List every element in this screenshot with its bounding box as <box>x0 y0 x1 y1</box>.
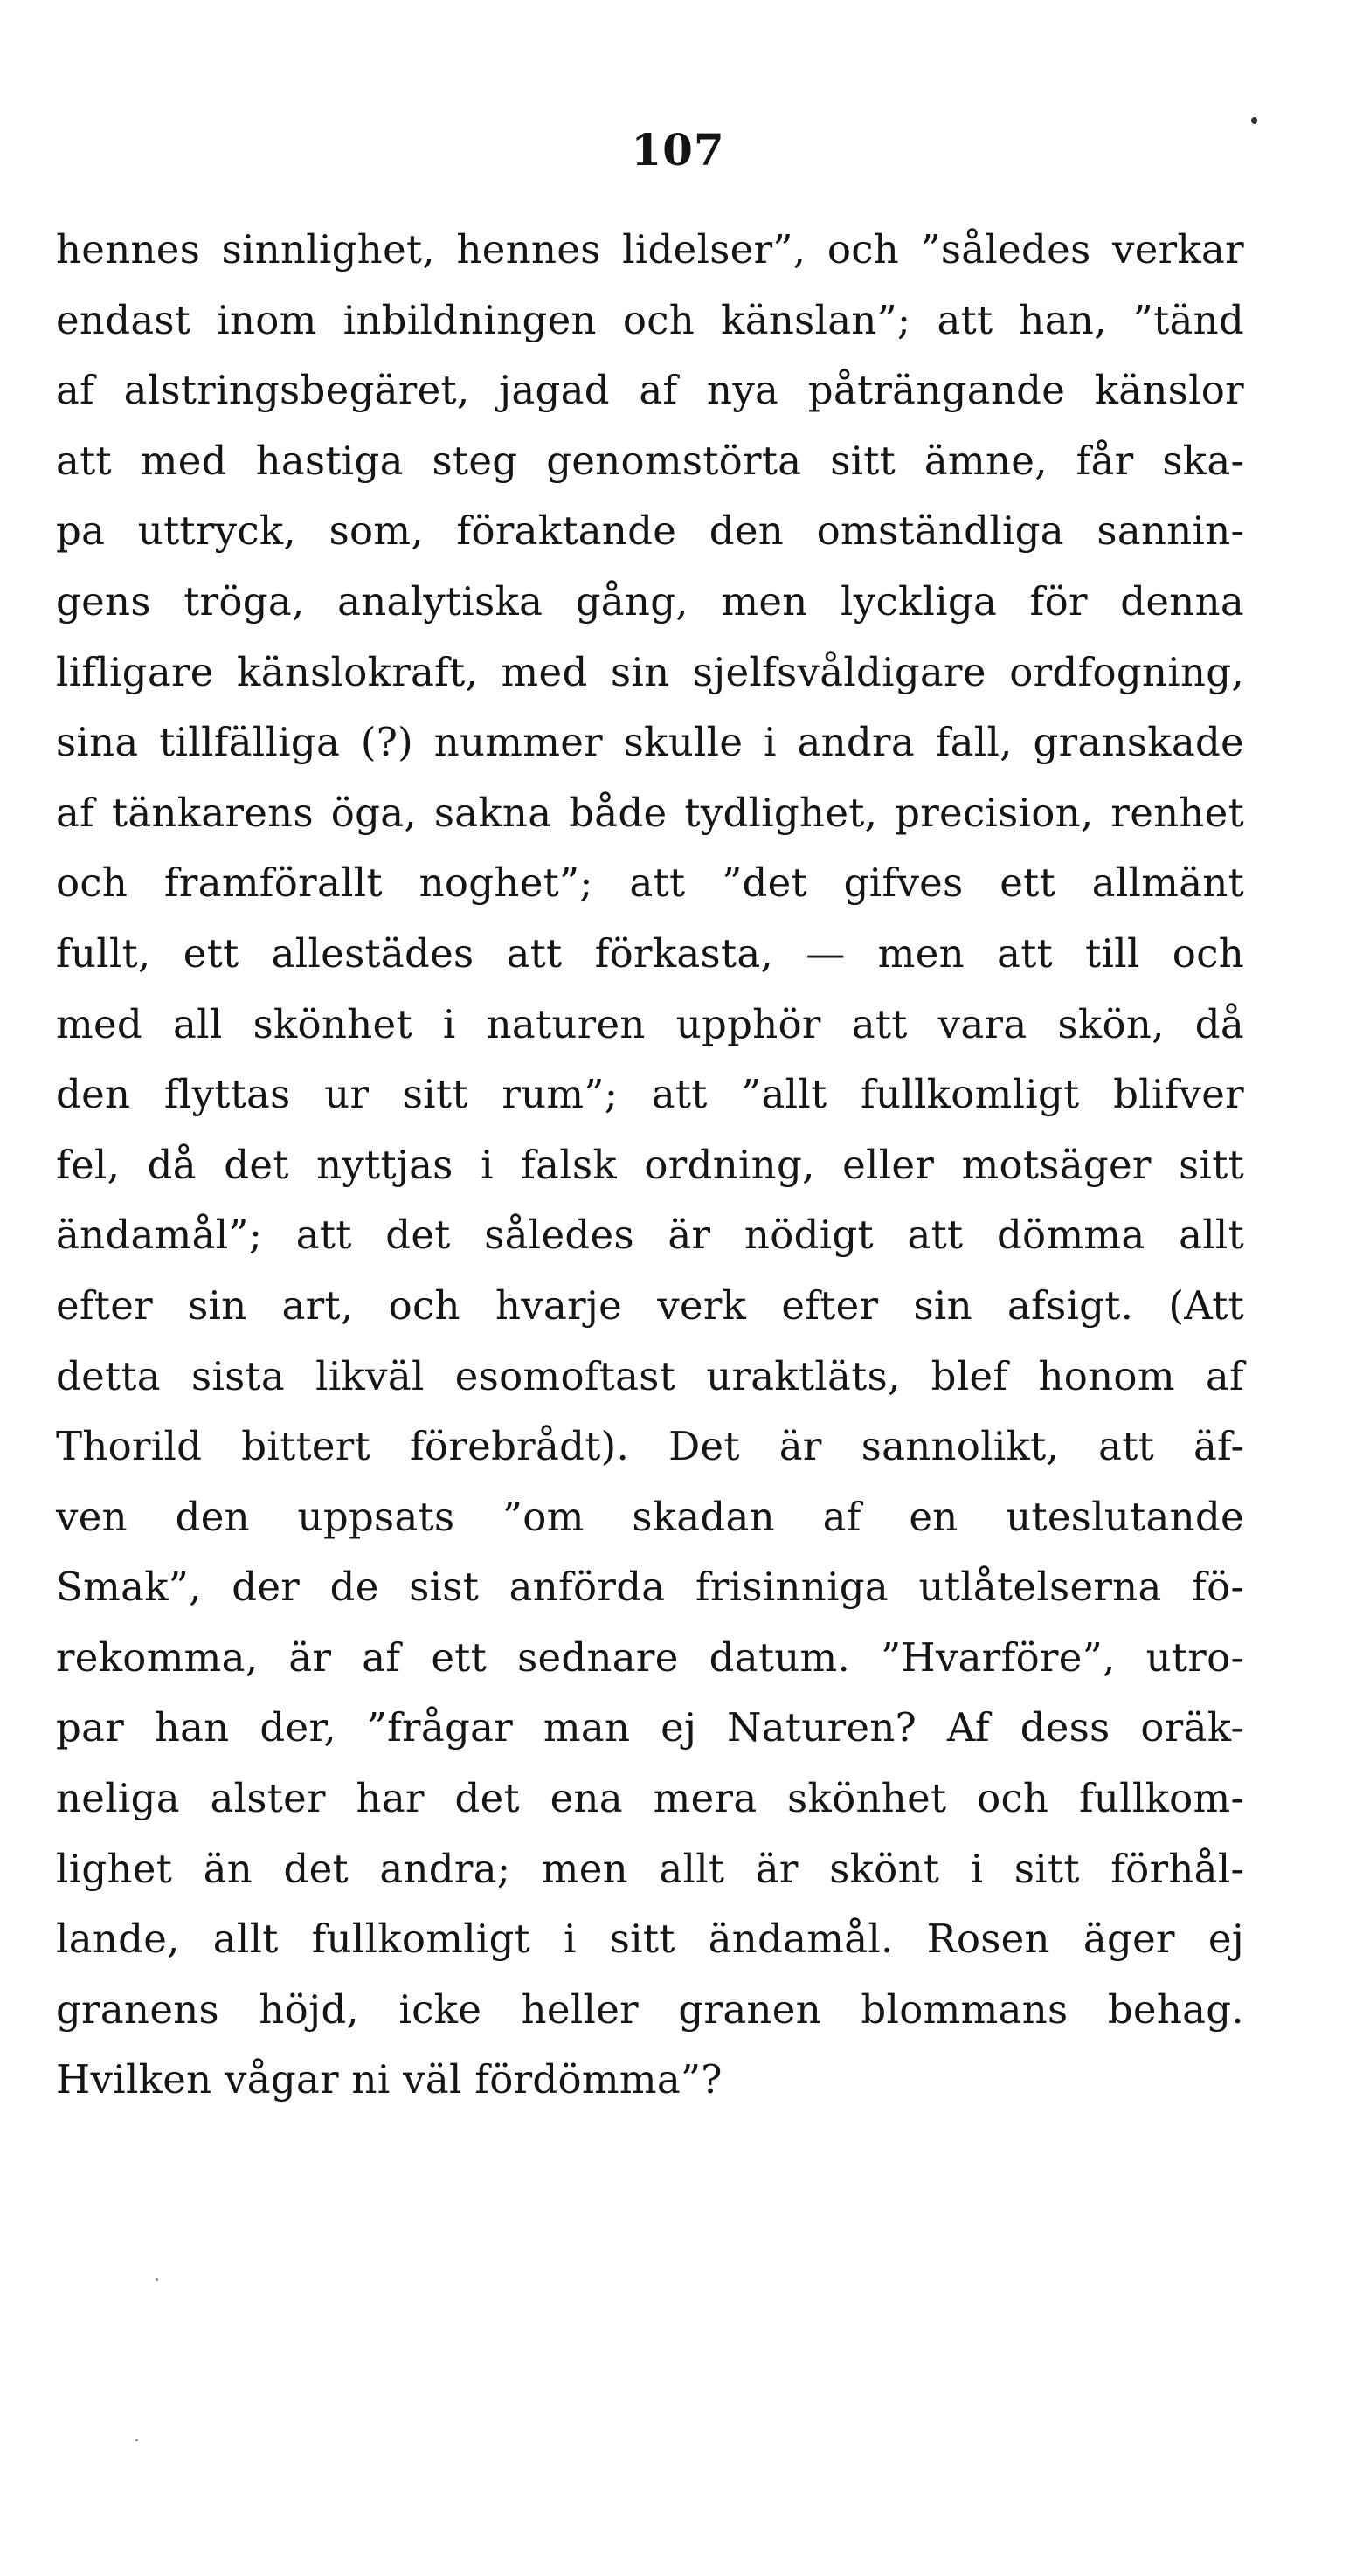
text-line-27: Hvilken vågar ni väl fördömma”? <box>56 2056 723 2103</box>
paper-dot <box>156 2278 158 2281</box>
text-line-24: lighet än det andra; men allt är skönt i sitt förhål- <box>56 1845 1244 1892</box>
text-line-9: af tänkarens öga, sakna både tydlighet, precision, renhet <box>56 789 1244 836</box>
paper-dot <box>135 2439 138 2441</box>
text-line-18: Thorild bittert förebrådt). Det är sannolikt, att äf- <box>56 1423 1244 1470</box>
text-line-20: Smak”, der de sist anförda frisinniga utlåtelserna fö- <box>56 1564 1244 1611</box>
text-line-6: gens tröga, analytiska gång, men lyckliga för denna <box>56 577 1244 625</box>
text-line-8: sina tillfälliga (?) nummer skulle i andra fall, granskade <box>56 719 1244 766</box>
text-line-26: granens höjd, icke heller granen blommans behag. <box>56 1986 1244 2033</box>
ink-speck <box>1251 117 1257 124</box>
text-line-15: ändamål”; att det således är nödigt att dömma allt <box>56 1212 1244 1259</box>
page-number: 107 <box>631 124 725 176</box>
body-text <box>56 215 1244 2116</box>
text-line-22: par han der, ”frågar man ej Naturen? Af dess oräk- <box>56 1704 1244 1751</box>
text-line-19: ven den uppsats ”om skadan af en uteslutande <box>56 1493 1244 1540</box>
text-line-23: neliga alster har det ena mera skönhet och fullkom- <box>56 1775 1244 1822</box>
text-line-5: pa uttryck, som, föraktande den omständliga sannin- <box>56 508 1244 555</box>
text-line-21: rekomma, är af ett sednare datum. ”Hvarföre”, utro- <box>56 1633 1244 1681</box>
text-line-16: efter sin art, och hvarje verk efter sin afsigt. (Att <box>56 1281 1244 1329</box>
text-line-2: endast inom inbildningen och känslan”; att han, ”tänd <box>56 296 1244 343</box>
text-line-7: lifligare känslokraft, med sin sjelfsvåldigare ordfogning, <box>56 648 1244 695</box>
text-line-11: fullt, ett allestädes att förkasta, — men att till och <box>56 929 1244 977</box>
text-line-25: lande, allt fullkomligt i sitt ändamål. Rosen äger ej <box>56 1916 1244 1963</box>
text-line-3: af alstringsbegäret, jagad af nya påträngande känslor <box>56 367 1244 414</box>
text-line-17: detta sista likväl esomoftast uraktläts, blef honom af <box>56 1352 1244 1399</box>
text-line-4: att med hastiga steg genomstörta sitt ämne, får ska- <box>56 437 1244 484</box>
text-line-12: med all skönhet i naturen upphör att vara skön, då <box>56 1000 1244 1047</box>
text-line-14: fel, då det nyttjas i falsk ordning, eller motsäger sitt <box>56 1141 1244 1188</box>
text-line-10: och framförallt noghet”; att ”det gifves ett allmänt <box>56 860 1244 907</box>
text-line-13: den flyttas ur sitt rum”; att ”allt fullkomligt blifver <box>56 1071 1244 1118</box>
text-line-1: hennes sinnlighet, hennes lidelser”, och ”således verkar <box>56 226 1244 273</box>
